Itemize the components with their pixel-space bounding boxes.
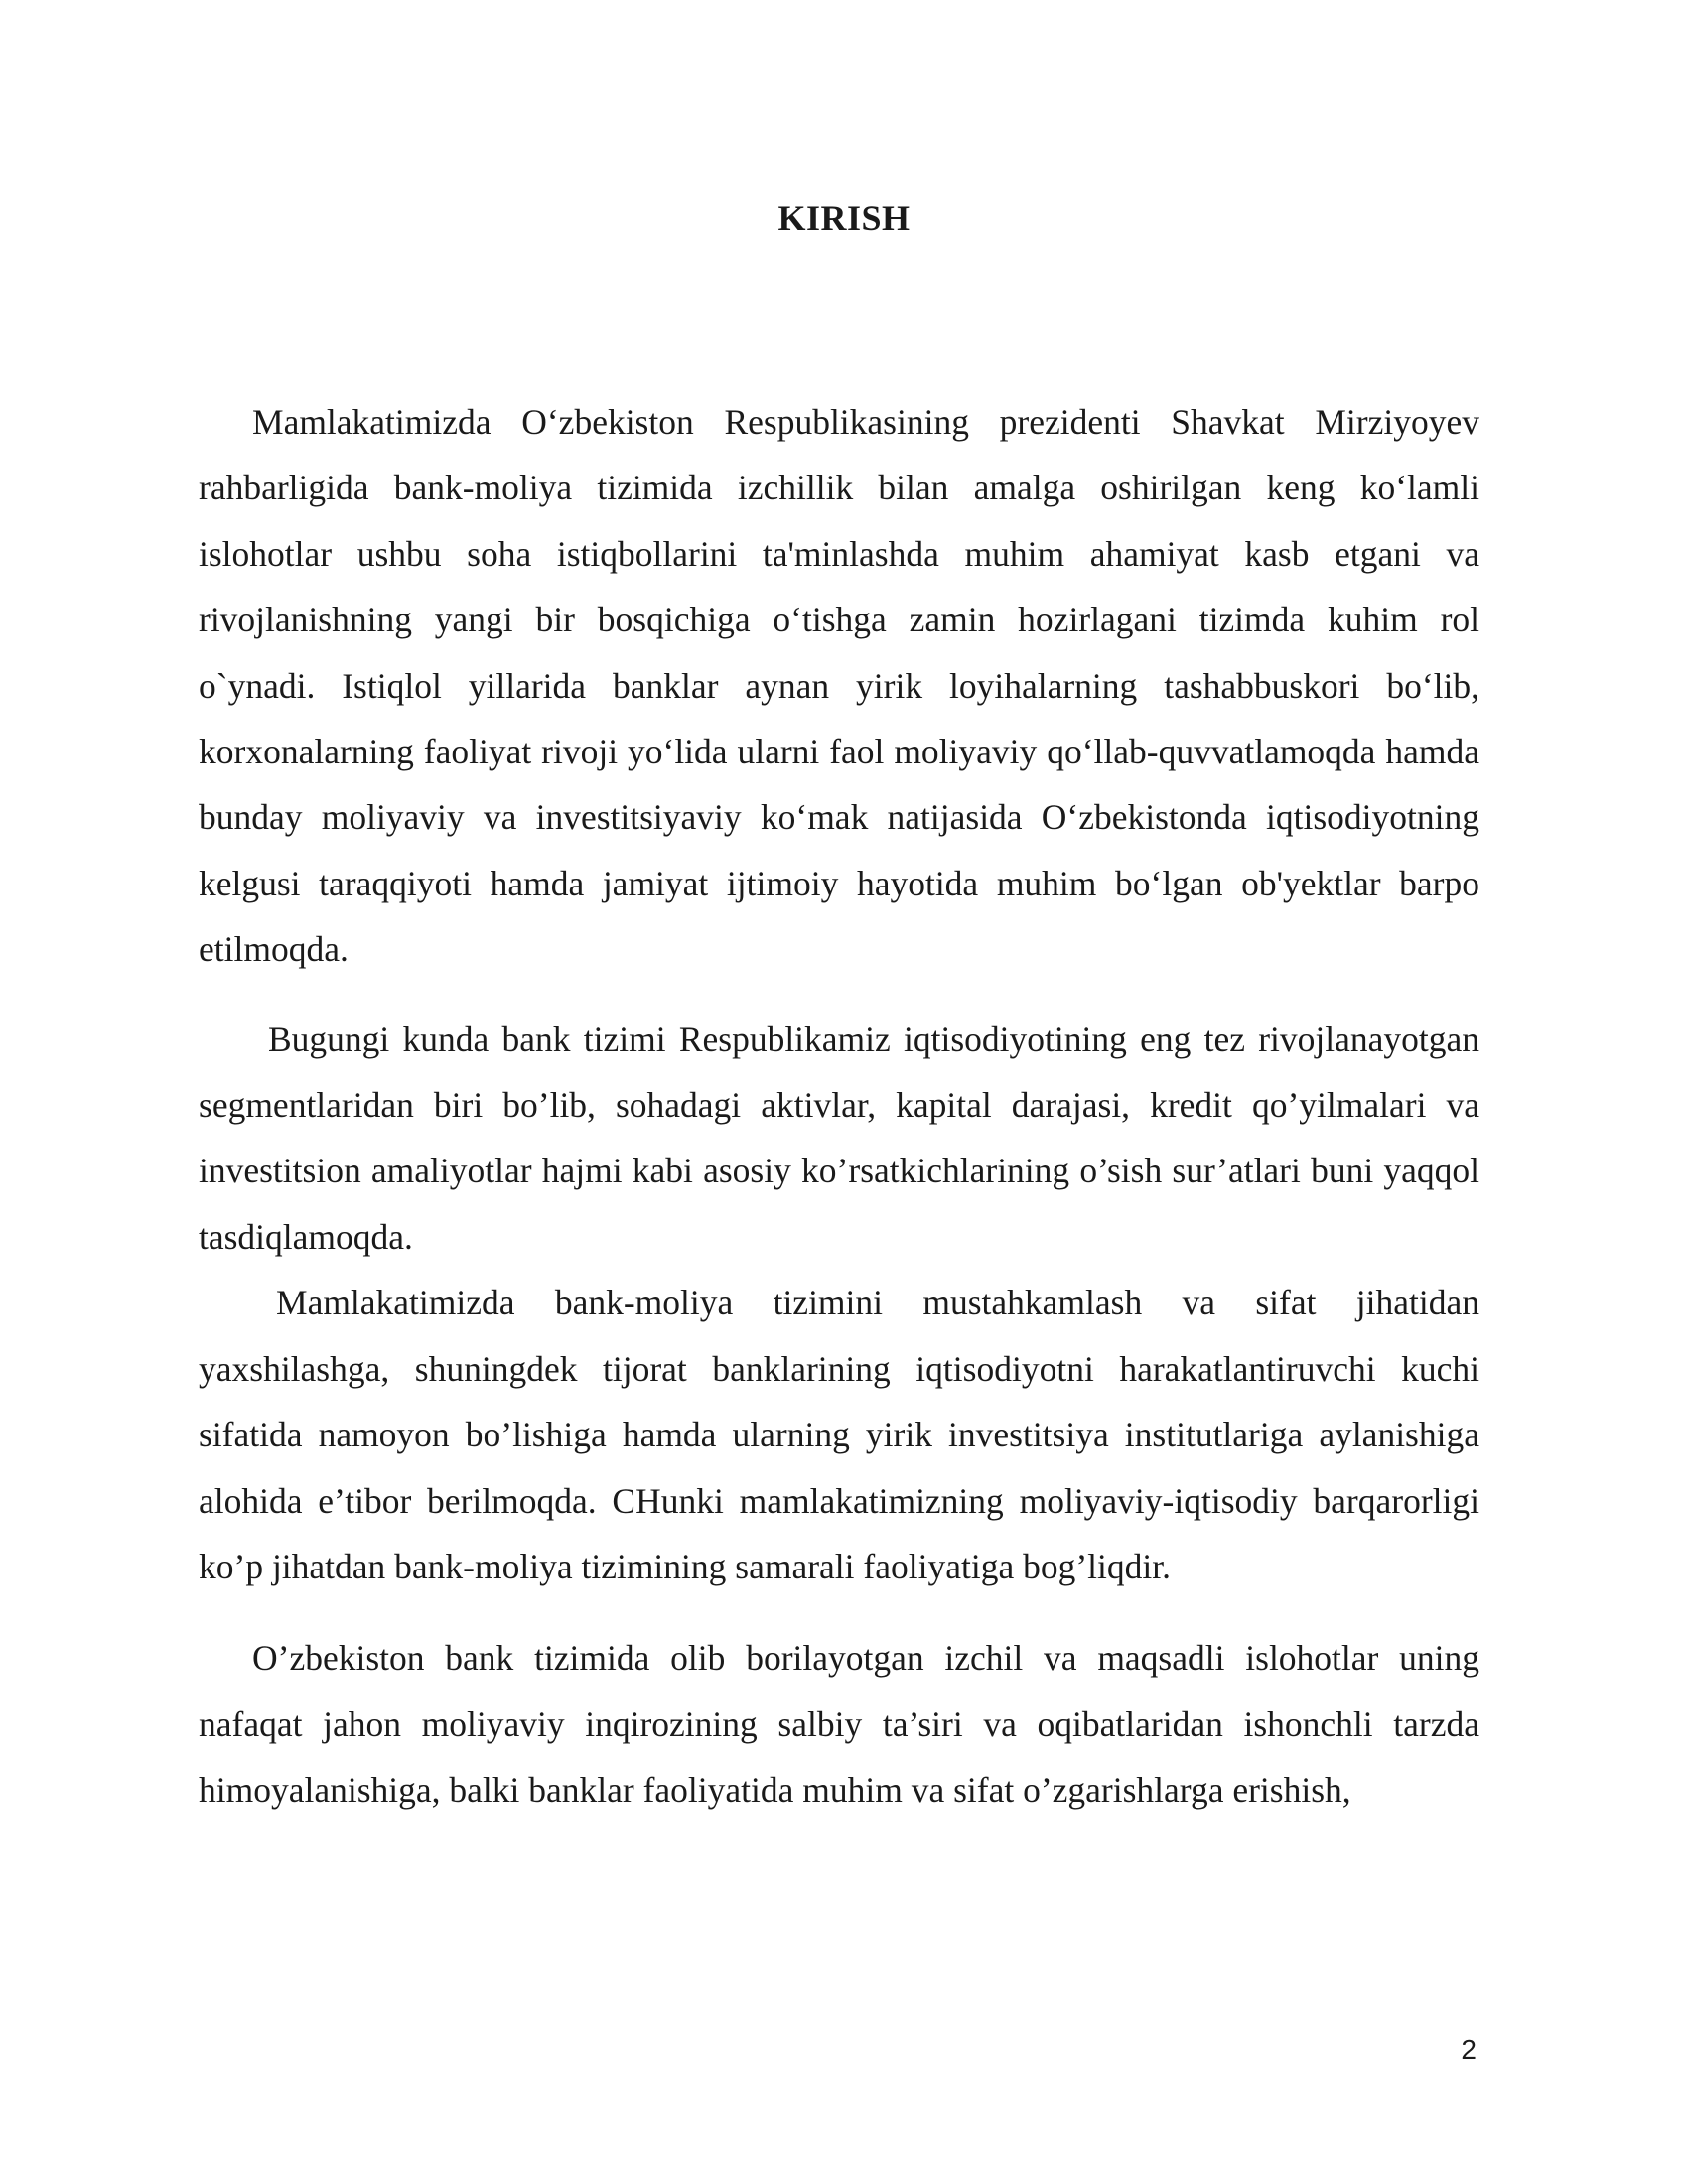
body-text xyxy=(199,389,1479,1824)
paragraph-2: Bugungi kunda bank tizimi Respublikamiz iqtisodiyotining eng tez rivojlanayotgan segmentlaridan biri bo’lib, sohadagi aktivlar, kapital darajasi, kredit qo’yilmalari va investitsion amaliyotlar hajmi kabi asosiy ko’rsatkichlarining o’sish sur’atlari buni yaqqol tasdiqlamoqda. xyxy=(199,1019,1479,1257)
section-heading: KIRISH xyxy=(777,199,911,238)
paragraph-3: Mamlakatimizda bank-moliya tizimini mustahkamlash va sifat jihatidan yaxshilashga, shuningdek tijorat banklarining iqtisodiyotni harakatlantiruvchi kuchi sifatida namoyon bo’lishiga hamda ularning yirik investitsiya institutlariga aylanishiga alohida e’tibor berilmoqda. CHunki mamlakatimizning moliyaviy-iqtisodiy barqarorligi ko’p jihatdan bank-moliya tizimining samarali faoliyatiga bog’liqdir. xyxy=(199,1283,1479,1586)
paragraph-4: O’zbekiston bank tizimida olib borilayotgan izchil va maqsadli islohotlar uning nafaqat jahon moliyaviy inqirozining salbiy ta’siri va oqibatlaridan ishonchli tarzda himoyalanishiga, balki banklar faoliyatida muhim va sifat o’zgarishlarga erishish, xyxy=(199,1638,1479,1811)
paragraph-1: Mamlakatimizda O‘zbekiston Respublikasining prezidenti Shavkat Mirziyoyev rahbarligida bank-moliya tizimida izchillik bilan amalga oshirilgan keng ko‘lamli islohotlar ushbu soha istiqbollarini ta'minlashda muhim ahamiyat kasb etgani va rivojlanishning yangi bir bosqichiga o‘tishga zamin hozirlagani tizimda kuhim rol o`ynadi. Istiqlol yillarida banklar aynan yirik loyihalarning tashabbuskori bo‘lib, korxonalarning faoliyat rivoji yo‘lida ularni faol moliyaviy qo‘llab-quvvatlamoqda hamda bunday moliyaviy va investitsiyaviy ko‘mak natijasida O‘zbekistonda iqtisodiyotning kelgusi taraqqiyoti hamda jamiyat ijtimoiy hayotida muhim bo‘lgan ob'yektlar barpo etilmoqda. xyxy=(199,402,1479,970)
page-number: 2 xyxy=(1461,2034,1477,2065)
